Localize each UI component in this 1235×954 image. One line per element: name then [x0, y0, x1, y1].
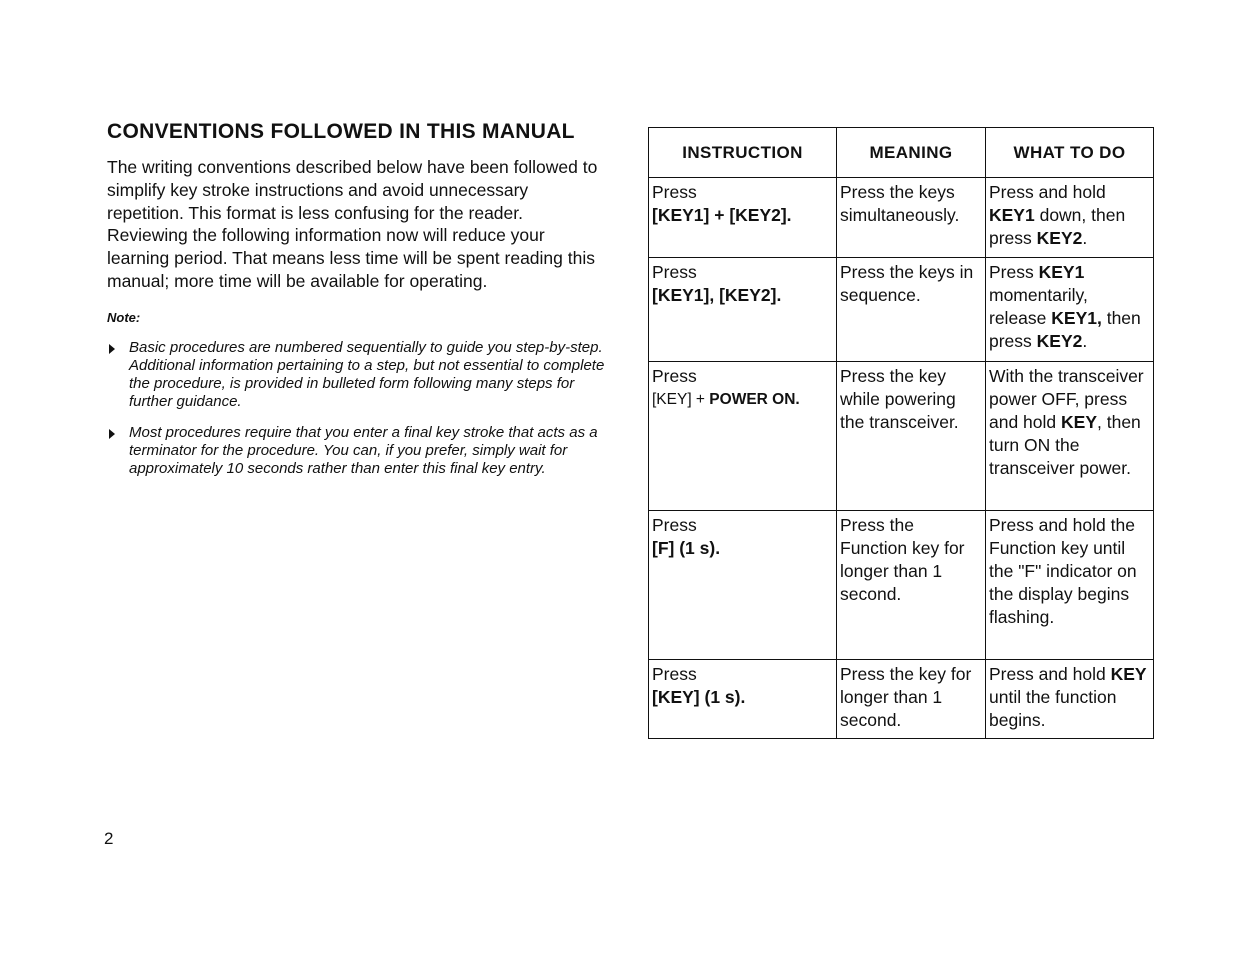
note-label: Note:	[107, 309, 141, 325]
todo-key: KEY2	[1036, 228, 1083, 248]
table-header-row	[649, 128, 1154, 178]
key-end: .	[795, 391, 800, 408]
todo-text: momentarily, release	[989, 285, 1088, 328]
todo-text: Press	[989, 262, 1039, 282]
todo-text: Press and hold	[989, 182, 1106, 202]
header-what-to-do: WHAT TO DO	[986, 128, 1154, 178]
meaning-cell: Press the keys simultaneously.	[837, 178, 986, 258]
todo-text: Press and hold	[989, 664, 1111, 684]
table-row	[649, 511, 1154, 660]
press-word: Press	[652, 182, 697, 202]
todo-key: KEY	[1061, 412, 1097, 432]
todo-text: then press	[989, 308, 1141, 351]
instruction-cell	[649, 660, 837, 739]
todo-key: KEY1	[1038, 262, 1085, 282]
todo-text: .	[1082, 331, 1088, 351]
key-combo: [KEY1] + [KEY2].	[652, 205, 792, 225]
what-to-do-cell	[986, 178, 1154, 258]
table-row	[649, 660, 1154, 739]
key-combo	[652, 388, 833, 411]
todo-text: until the function begins.	[989, 687, 1117, 730]
table-row	[649, 258, 1154, 362]
todo-text: , then turn ON the transceiver power.	[989, 412, 1141, 478]
instruction-cell	[649, 511, 837, 660]
key-plain: [KEY] +	[652, 391, 710, 408]
intro-paragraph: The writing conventions described below have been followed to simplify key stroke instructions and avoid unnecessary repetition. This format is less confusing for the reader. Reviewing the following information now will reduce your learning period. That means less time will be spent reading this manual; more time will be available for operating.	[107, 157, 598, 291]
what-to-do-cell	[986, 362, 1154, 511]
note-text: Most procedures require that you enter a final key stroke that acts as a terminator for the procedure. You can, if you prefer, simply wait for approximately 10 seconds rather than enter this final key entry.	[129, 423, 598, 477]
press-word: Press	[652, 664, 697, 684]
todo-text: With the transceiver power OFF, press and hold	[989, 366, 1144, 432]
todo-text: down, then press	[989, 205, 1126, 248]
meaning-cell: Press the Function key for longer than 1 second.	[837, 511, 986, 660]
meaning-cell: Press the key for longer than 1 second.	[837, 660, 986, 739]
note-list	[107, 339, 607, 478]
key-combo: [F] (1 s).	[652, 538, 721, 558]
press-word: Press	[652, 515, 697, 535]
what-to-do-cell	[986, 258, 1154, 362]
key-combo: [KEY1], [KEY2].	[652, 285, 782, 305]
meaning-cell: Press the keys in sequence.	[837, 258, 986, 362]
triangle-bullet-icon	[109, 429, 115, 439]
meaning-cell: Press the key while powering the transceiver.	[837, 362, 986, 511]
todo-text: .	[1082, 228, 1088, 248]
instruction-cell	[649, 258, 837, 362]
triangle-bullet-icon	[109, 344, 115, 354]
instruction-cell	[649, 178, 837, 258]
conventions-table	[648, 127, 1154, 739]
what-to-do-cell	[986, 660, 1154, 739]
instruction-cell	[649, 362, 837, 511]
press-word: Press	[652, 366, 697, 386]
todo-key: KEY1	[989, 205, 1035, 225]
press-word: Press	[652, 262, 697, 282]
page-title: CONVENTIONS FOLLOWED IN THIS MANUAL	[107, 120, 575, 143]
note-item	[107, 424, 607, 478]
key-bold: POWER ON	[709, 391, 796, 408]
todo-key: KEY2	[1036, 331, 1083, 351]
what-to-do-cell	[986, 511, 1154, 660]
todo-text: Press and hold the Function key until the "F" indicator on the display begins flashing.	[989, 515, 1137, 627]
todo-key: KEY1,	[1051, 308, 1102, 328]
header-instruction: INSTRUCTION	[649, 128, 837, 178]
note-text: Basic procedures are numbered sequentially to guide you step-by-step. Additional information pertaining to a step, but not essential to complete the procedure, is provided in bulleted form following many steps for further guidance.	[129, 338, 605, 410]
page-number: 2	[104, 829, 114, 848]
note-item	[107, 339, 607, 411]
table-row	[649, 178, 1154, 258]
todo-key: KEY	[1110, 664, 1147, 684]
conventions-section	[107, 120, 607, 491]
header-meaning: MEANING	[837, 128, 986, 178]
key-combo: [KEY] (1 s).	[652, 687, 746, 707]
table-row	[649, 362, 1154, 511]
